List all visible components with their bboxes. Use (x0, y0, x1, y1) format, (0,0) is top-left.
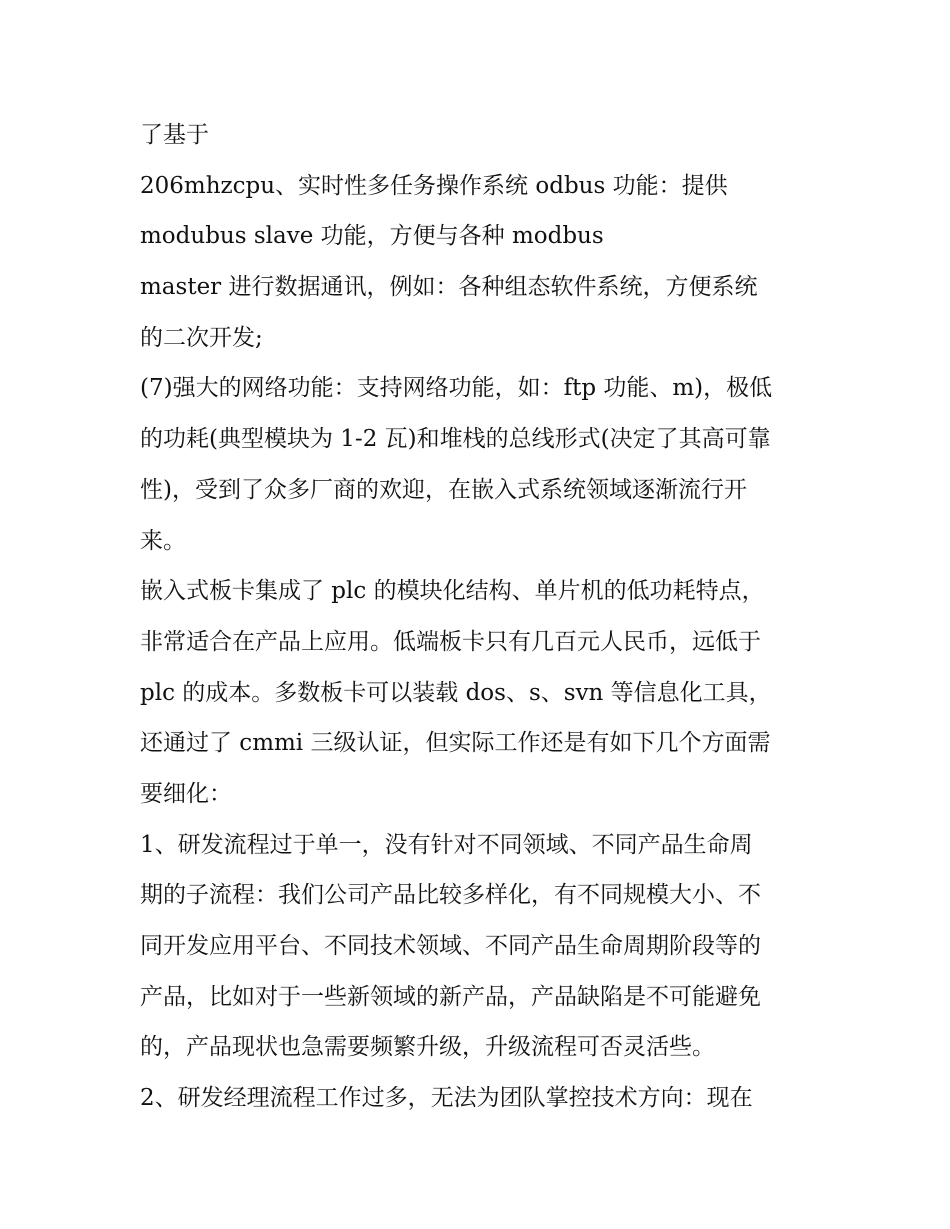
text-line: 期的子流程：我们公司产品比较多样化，有不同规模大小、不 (140, 882, 761, 909)
text-line: modubus slave 功能，方便与各种 modbus (140, 223, 604, 250)
text-line: (7)强大的网络功能：支持网络功能，如：ftp 功能、m)，极低 (140, 375, 773, 402)
text-line: 的功耗(典型模块为 1-2 瓦)和堆栈的总线形式(决定了其高可靠 (140, 426, 771, 453)
text-line: 产品，比如对于一些新领域的新产品，产品缺陷是不可能避免 (140, 983, 761, 1010)
text-line: 非常适合在产品上应用。低端板卡只有几百元人民币，远低于 (140, 628, 761, 655)
text-line: 的二次开发; (140, 324, 263, 351)
text-line: 嵌入式板卡集成了 plc 的模块化结构、单片机的低功耗特点， (140, 578, 765, 605)
text-line: 要细化： (140, 780, 232, 807)
body-text (140, 110, 830, 1124)
text-line: 同开发应用平台、不同技术领域、不同产品生命周期阶段等的 (140, 933, 761, 959)
text-line: plc 的成本。多数板卡可以装载 dos、s、svn 等信息化工具， (140, 679, 772, 706)
text-line: 206mhzcpu、实时性多任务操作系统 odbus 功能：提供 (140, 172, 728, 199)
text-line: master 进行数据通讯，例如：各种组态软件系统，方便系统 (140, 274, 758, 301)
text-line: 了基于 (140, 122, 209, 148)
text-line: 还通过了 cmmi 三级认证，但实际工作还是有如下几个方面需 (140, 730, 771, 757)
text-line: 来。 (140, 527, 186, 554)
text-line: 性)，受到了众多厂商的欢迎，在嵌入式系统领域逐渐流行开 (140, 476, 747, 503)
text-line: 1、研发流程过于单一，没有针对不同领域、不同产品生命周 (140, 831, 753, 858)
text-line: 2、研发经理流程工作过多，无法为团队掌控技术方向：现在 (140, 1085, 753, 1112)
text-line: 的，产品现状也急需要频繁升级，升级流程可否灵活些。 (140, 1034, 715, 1061)
